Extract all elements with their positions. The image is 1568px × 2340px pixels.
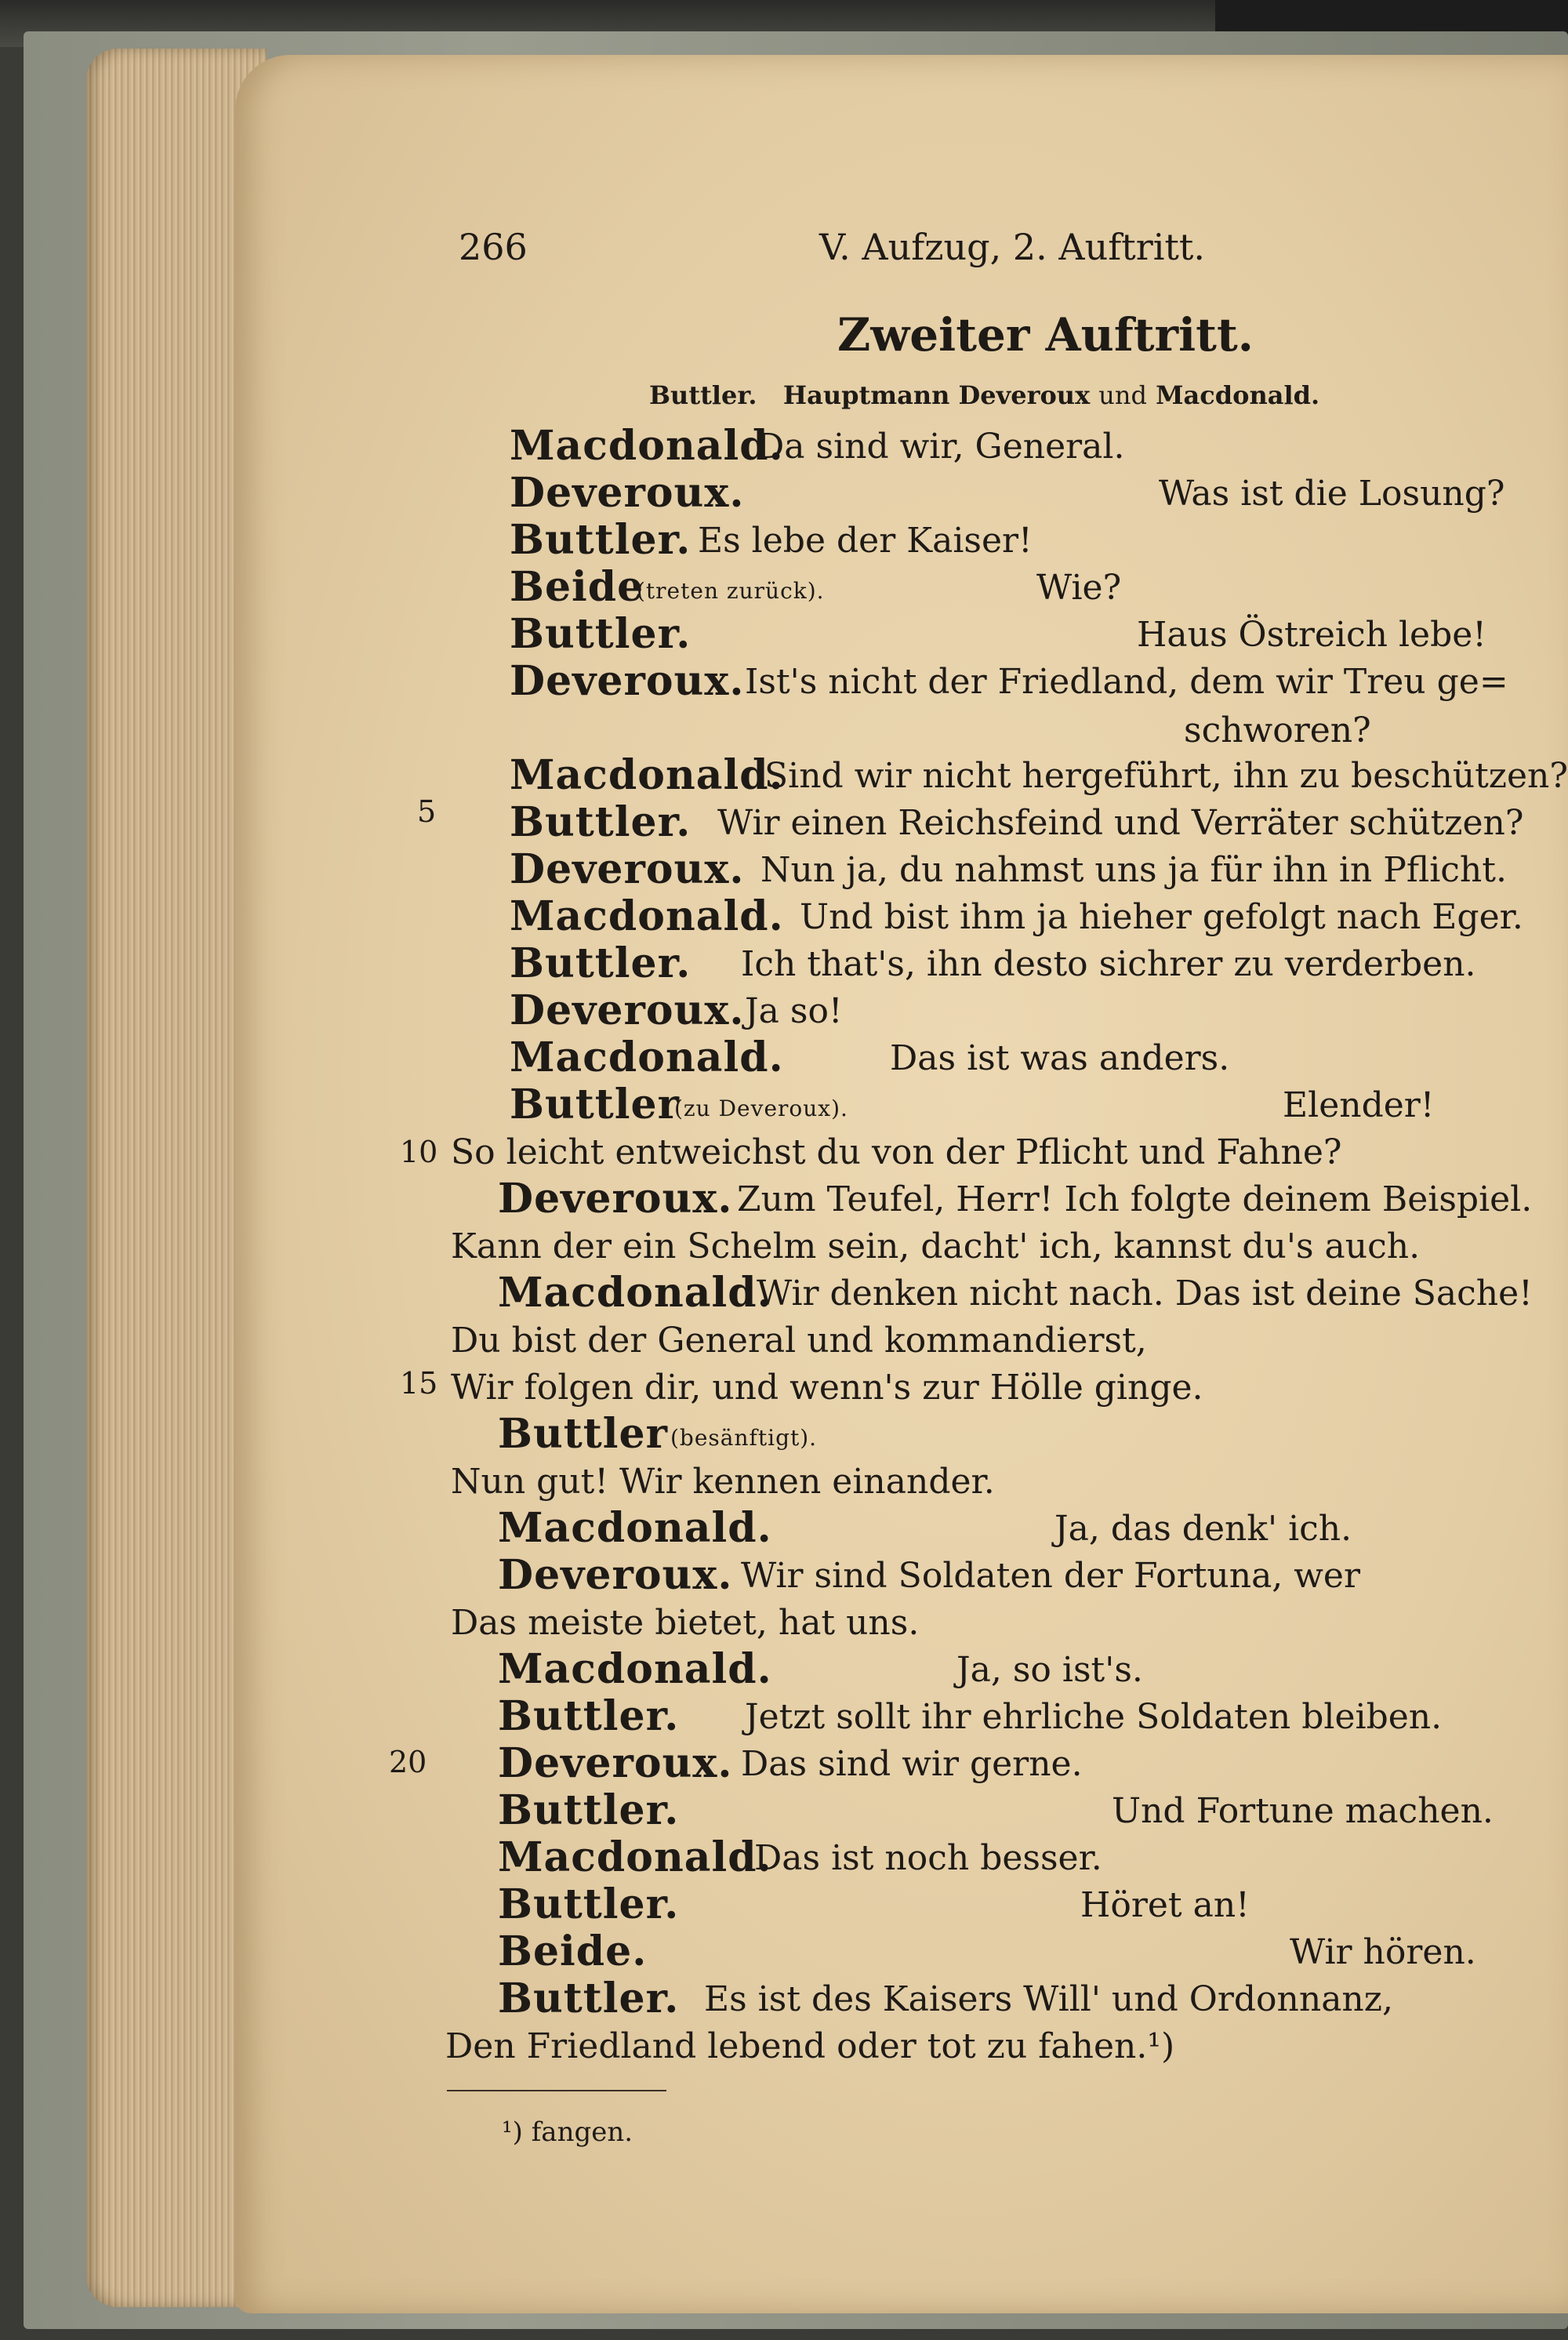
- verse-line: Ist's nicht der Friedland, dem wir Treu ge=: [745, 662, 1508, 702]
- page-number: 266: [459, 226, 528, 268]
- verse-line: Elender!: [1283, 1085, 1435, 1125]
- speaker-label: Macdonald.: [510, 1034, 784, 1081]
- verse-line: Haus Östreich lebe!: [1137, 615, 1486, 655]
- cast-deveroux: Hauptmann Deveroux: [782, 380, 1091, 410]
- verse-line: Und Fortune machen.: [1112, 1791, 1494, 1831]
- verse-continuation: Das meiste bietet, hat uns.: [451, 1603, 920, 1643]
- speaker-label: Macdonald.: [498, 1504, 772, 1552]
- verse-line: Das ist was anders.: [890, 1038, 1230, 1078]
- speaker-label: Deveroux.: [498, 1551, 733, 1599]
- verse-continuation: So leicht entweichst du von der Pflicht und Fahne?: [451, 1132, 1342, 1172]
- speaker-label: Buttler.: [510, 516, 691, 564]
- speaker-label: Deveroux.: [510, 469, 745, 517]
- verse-line: Ja so!: [745, 991, 843, 1031]
- verse-line: Ja, so ist's.: [956, 1650, 1143, 1690]
- speaker-label: Buttler.: [498, 1880, 680, 1928]
- speaker-label: Buttler.: [510, 939, 691, 987]
- verse-line: Es lebe der Kaiser!: [698, 521, 1033, 561]
- verse-line: Nun ja, du nahmst uns ja für ihn in Pflicht.: [760, 850, 1507, 890]
- speaker-label: Beide: [510, 563, 644, 611]
- speaker-label: Deveroux.: [510, 987, 745, 1034]
- speaker-label: Macdonald.: [510, 422, 784, 470]
- speaker-label: Deveroux.: [510, 657, 745, 705]
- verse-line: Wir einen Reichsfeind und Verräter schützen?: [717, 803, 1524, 843]
- stage-direction: (zu Deveroux).: [674, 1096, 848, 1121]
- verse-line: Höret an!: [1080, 1885, 1250, 1925]
- line-number: 5: [417, 794, 437, 829]
- speaker-label: Buttler.: [498, 1975, 680, 2022]
- verse-line: Sind wir nicht hergeführt, ihn zu beschützen?: [764, 756, 1568, 796]
- speaker-label: Deveroux.: [498, 1175, 733, 1223]
- line-number: 15: [400, 1366, 438, 1401]
- cast-list: [649, 380, 1320, 410]
- cast-macdonald: Macdonald.: [1156, 380, 1320, 410]
- cast-und: und: [1098, 380, 1147, 410]
- running-title: V. Aufzug, 2. Auftritt.: [819, 226, 1206, 268]
- verse-line: Es ist des Kaisers Will' und Ordonnanz,: [704, 1979, 1393, 2019]
- verse-line: Das ist noch besser.: [754, 1838, 1102, 1878]
- line-number: 20: [389, 1745, 427, 1779]
- verse-line: Jetzt sollt ihr ehrliche Soldaten bleiben.: [745, 1697, 1443, 1737]
- footnote-rule: [447, 2090, 666, 2091]
- speaker-label: Macdonald.: [510, 892, 784, 940]
- stage-direction: (treten zurück).: [637, 578, 825, 604]
- speaker-label: Deveroux.: [498, 1739, 733, 1787]
- verse-line: Wir sind Soldaten der Fortuna, wer: [741, 1556, 1361, 1596]
- verse-line: Und bist ihm ja hieher gefolgt nach Eger.: [800, 897, 1523, 937]
- cast-buttler: Buttler.: [649, 380, 757, 410]
- verse-continuation: schworen?: [1184, 710, 1371, 750]
- speaker-label: Beide.: [498, 1928, 648, 1975]
- verse-continuation: Kann der ein Schelm sein, dacht' ich, kannst du's auch.: [451, 1226, 1421, 1266]
- speaker-label: Macdonald.: [498, 1269, 772, 1317]
- speaker-label: Macdonald.: [510, 751, 784, 799]
- verse-line: Wie?: [1036, 568, 1122, 608]
- line-number: 10: [400, 1135, 438, 1169]
- footnote-text: fangen.: [531, 2117, 633, 2148]
- verse-continuation: Nun gut! Wir kennen einander.: [451, 1462, 995, 1502]
- verse-line: Wir denken nicht nach. Das ist deine Sache!: [757, 1274, 1533, 1314]
- speaker-label: Macdonald.: [498, 1645, 772, 1693]
- footnote-marker: ¹): [502, 2117, 523, 2148]
- speaker-label: Buttler.: [498, 1786, 680, 1834]
- footnote: [502, 2119, 633, 2146]
- speaker-label: Buttler.: [510, 798, 691, 846]
- speaker-label: Buttler.: [498, 1692, 680, 1740]
- verse-line: Ich that's, ihn desto sichrer zu verderben.: [741, 944, 1476, 984]
- speaker-label: Deveroux.: [510, 845, 745, 893]
- verse-continuation: Wir folgen dir, und wenn's zur Hölle ginge.: [451, 1368, 1203, 1408]
- verse-continuation: Du bist der General und kommandierst,: [451, 1321, 1147, 1361]
- speaker-label: Buttler.: [510, 610, 691, 658]
- stage-direction: (besänftigt).: [670, 1425, 818, 1451]
- speaker-label: Buttler: [498, 1410, 669, 1458]
- verse-line: Wir hören.: [1290, 1932, 1476, 1972]
- speaker-label: Buttler: [510, 1081, 681, 1128]
- scene-title: Zweiter Auftritt.: [837, 308, 1254, 362]
- verse-line: Das sind wir gerne.: [741, 1744, 1083, 1784]
- verse-line: Da sind wir, General.: [757, 427, 1125, 467]
- verse-line: Zum Teufel, Herr! Ich folgte deinem Beispiel.: [737, 1179, 1533, 1219]
- verse-line: Ja, das denk' ich.: [1054, 1509, 1352, 1549]
- verse-continuation: Den Friedland lebend oder tot zu fahen.¹): [445, 2026, 1175, 2066]
- speaker-label: Macdonald.: [498, 1833, 772, 1881]
- verse-line: Was ist die Losung?: [1159, 474, 1505, 514]
